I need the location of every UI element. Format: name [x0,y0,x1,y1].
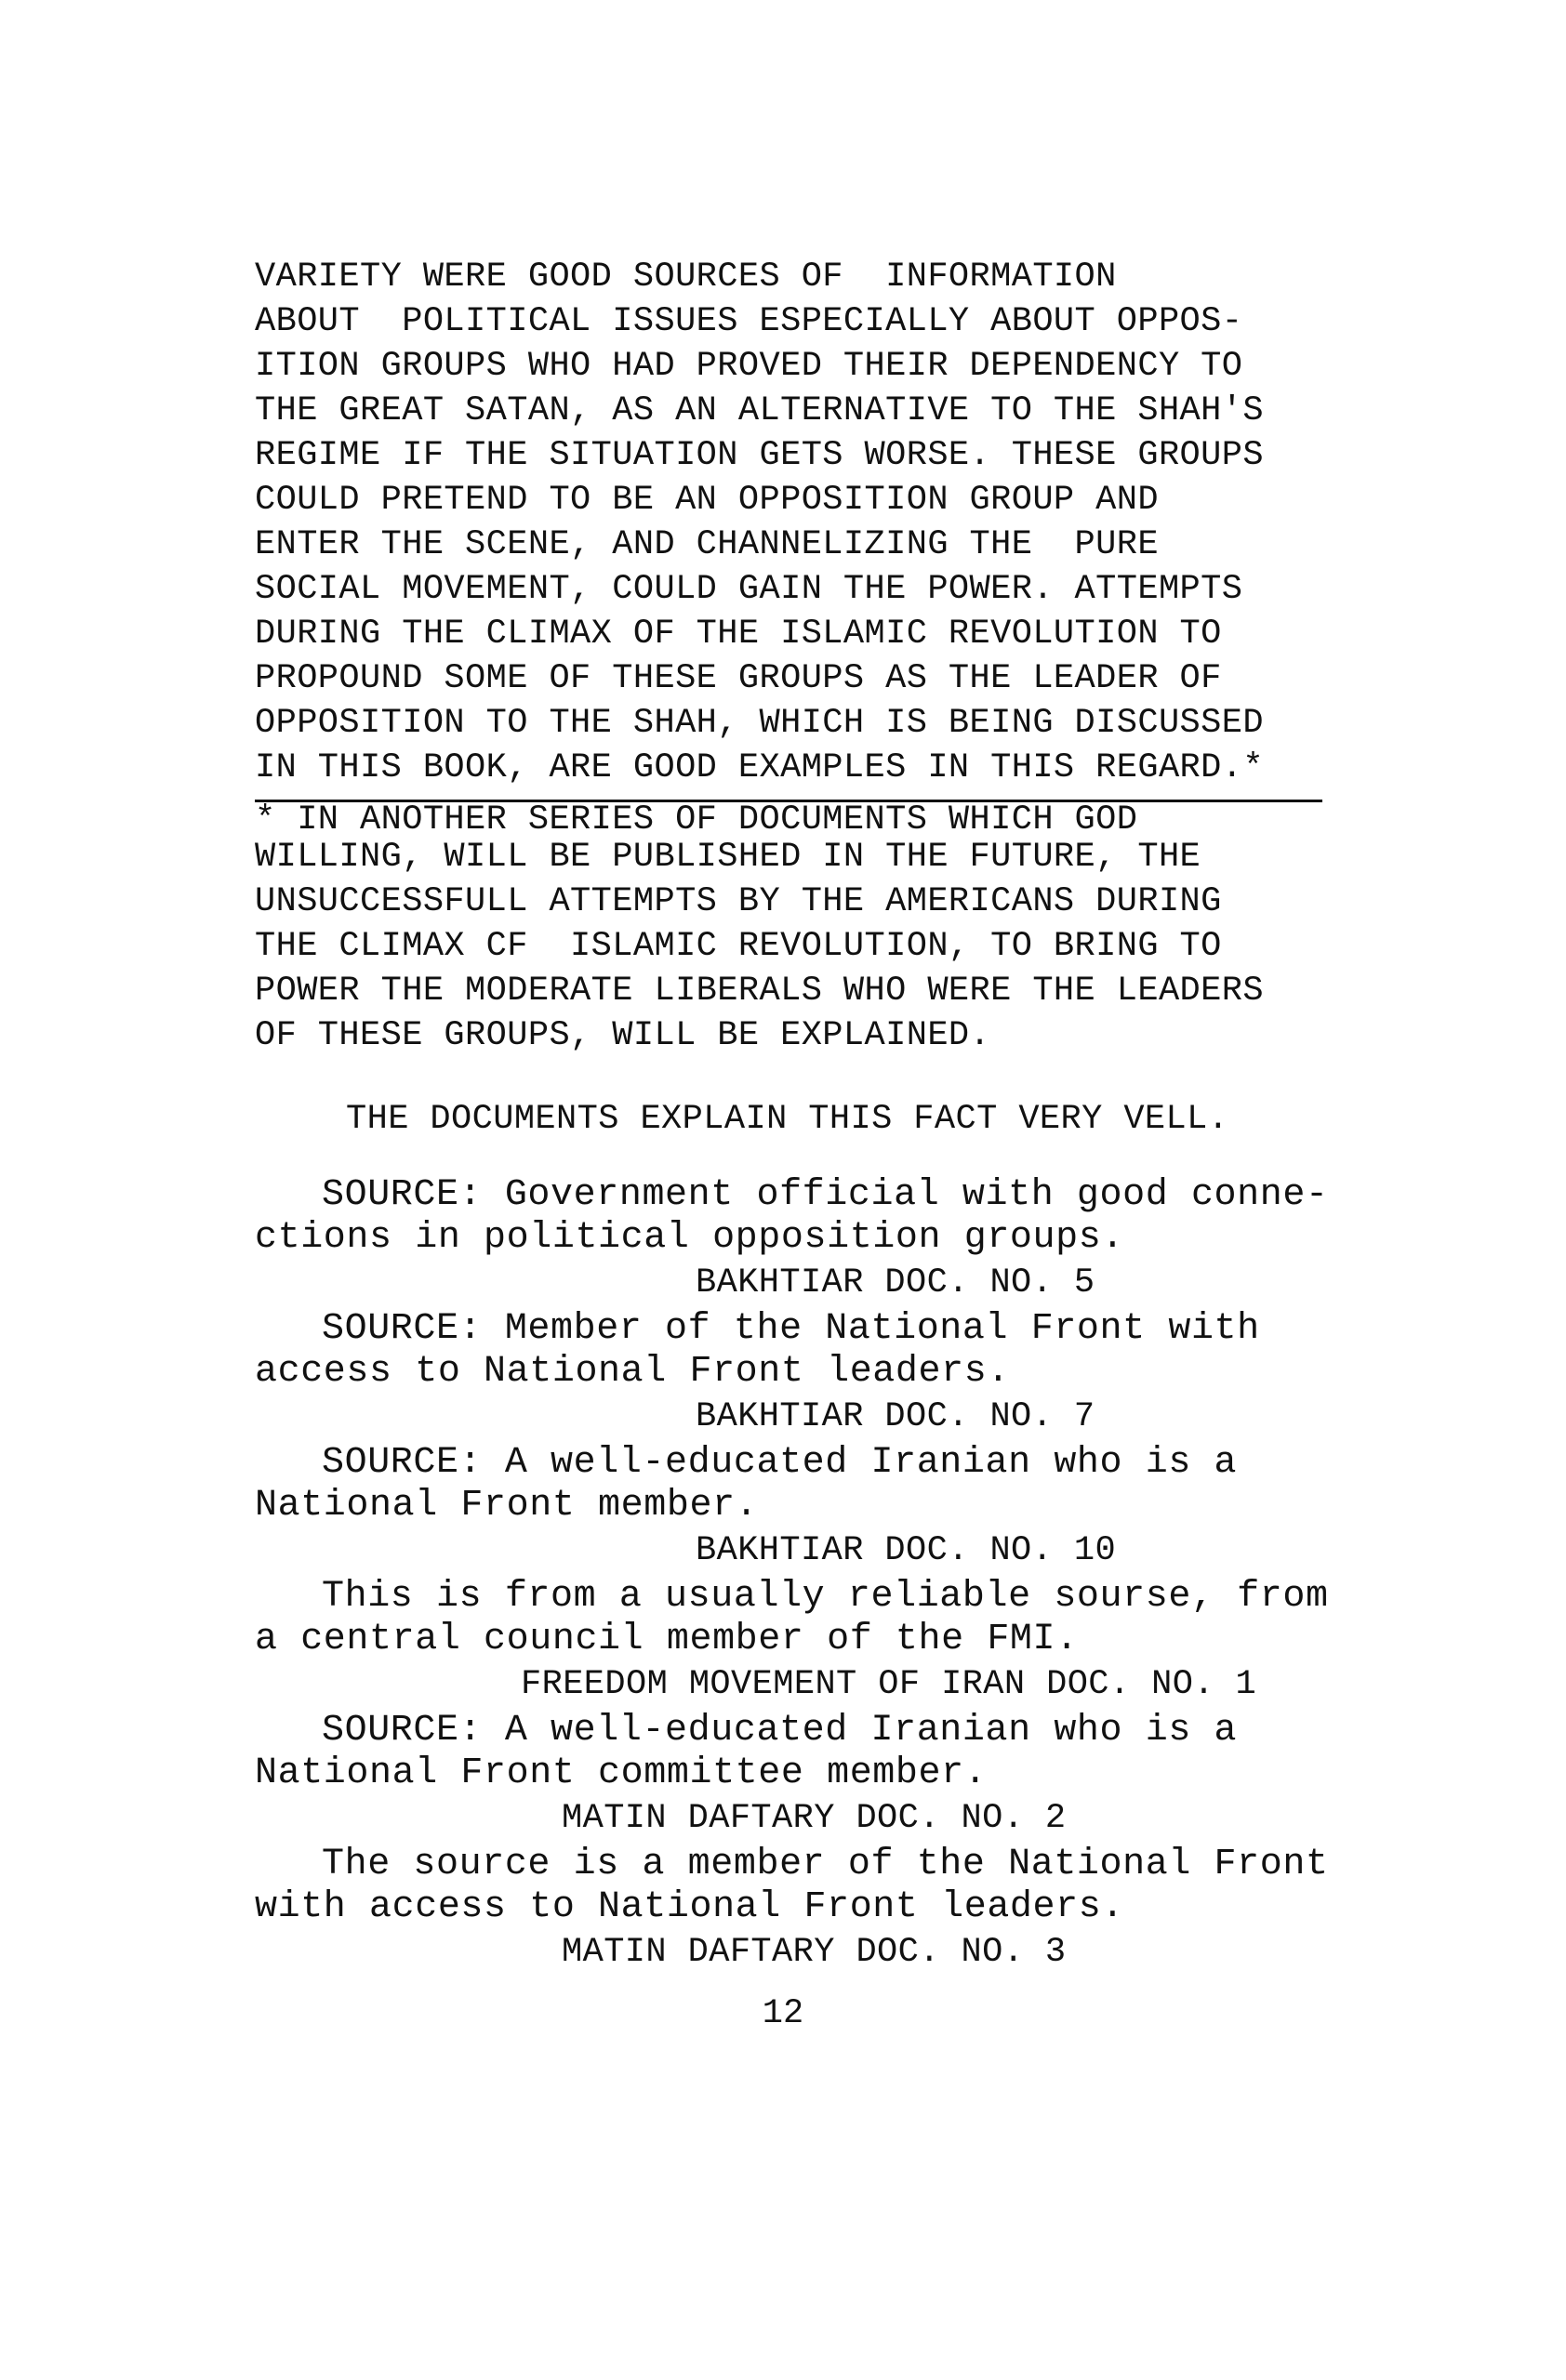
source-reference: BAKHTIAR DOC. NO. 10 [696,1531,1117,1570]
source-entry-line: National Front member. [255,1485,759,1527]
footnote-line: UNSUCCESSFULL ATTEMPTS BY THE AMERICANS DURING [255,882,1222,921]
main-paragraph-line: PROPOUND SOME OF THESE GROUPS AS THE LEADER OF [255,659,1222,698]
source-reference: BAKHTIAR DOC. NO. 5 [696,1263,1095,1302]
main-paragraph-line: IN THIS BOOK, ARE GOOD EXAMPLES IN THIS REGARD.* [255,748,1264,787]
page-number: 12 [762,1994,804,2033]
footnote-line: * IN ANOTHER SERIES OF DOCUMENTS WHICH GOD [255,800,1138,840]
main-paragraph-line: REGIME IF THE SITUATION GETS WORSE. THESE GROUPS [255,436,1264,475]
source-entry-line: SOURCE: A well-educated Iranian who is a [322,1442,1238,1484]
source-reference: MATIN DAFTARY DOC. NO. 2 [562,1799,1067,1838]
source-entry-line: with access to National Front leaders. [255,1886,1124,1928]
main-paragraph-line: THE GREAT SATAN, AS AN ALTERNATIVE TO THE SHAH'S [255,391,1264,430]
source-entry-line: access to National Front leaders. [255,1351,1010,1393]
main-paragraph-line: SOCIAL MOVEMENT, COULD GAIN THE POWER. ATTEMPTS [255,570,1243,609]
main-paragraph-line: ABOUT POLITICAL ISSUES ESPECIALLY ABOUT OPPOS- [255,302,1243,341]
main-paragraph-line: ITION GROUPS WHO HAD PROVED THEIR DEPENDENCY TO [255,347,1243,386]
document-statement: THE DOCUMENTS EXPLAIN THIS FACT VERY VELL. [346,1100,1229,1139]
footnote-line: POWER THE MODERATE LIBERALS WHO WERE THE LEADERS [255,972,1264,1011]
source-reference: MATIN DAFTARY DOC. NO. 3 [562,1933,1067,1972]
footnote-line: THE CLIMAX CF ISLAMIC REVOLUTION, TO BRING TO [255,927,1222,966]
source-entry-line: The source is a member of the National Front [322,1844,1329,1885]
source-entry-line: SOURCE: Member of the National Front with [322,1308,1260,1350]
source-entry-line: SOURCE: Government official with good conne- [322,1174,1329,1216]
footnote-line: OF THESE GROUPS, WILL BE EXPLAINED. [255,1016,991,1055]
source-entry-line: ctions in political opposition groups. [255,1217,1124,1259]
main-paragraph-line: OPPOSITION TO THE SHAH, WHICH IS BEING DISCUSSED [255,704,1264,743]
main-paragraph-line: VARIETY WERE GOOD SOURCES OF INFORMATION [255,258,1117,297]
main-paragraph-line: COULD PRETEND TO BE AN OPPOSITION GROUP AND [255,481,1159,520]
source-entry-line: SOURCE: A well-educated Iranian who is a [322,1710,1238,1752]
main-paragraph-line: DURING THE CLIMAX OF THE ISLAMIC REVOLUTION TO [255,615,1222,654]
source-entry-line: This is from a usually reliable sourse, from [322,1576,1329,1618]
source-reference: FREEDOM MOVEMENT OF IRAN DOC. NO. 1 [521,1665,1257,1704]
main-paragraph-line: ENTER THE SCENE, AND CHANNELIZING THE PURE [255,525,1159,564]
source-entry-line: National Front committee member. [255,1752,988,1794]
footnote-line: WILLING, WILL BE PUBLISHED IN THE FUTURE, THE [255,838,1201,877]
source-reference: BAKHTIAR DOC. NO. 7 [696,1397,1095,1436]
source-entry-line: a central council member of the FMI. [255,1619,1079,1660]
